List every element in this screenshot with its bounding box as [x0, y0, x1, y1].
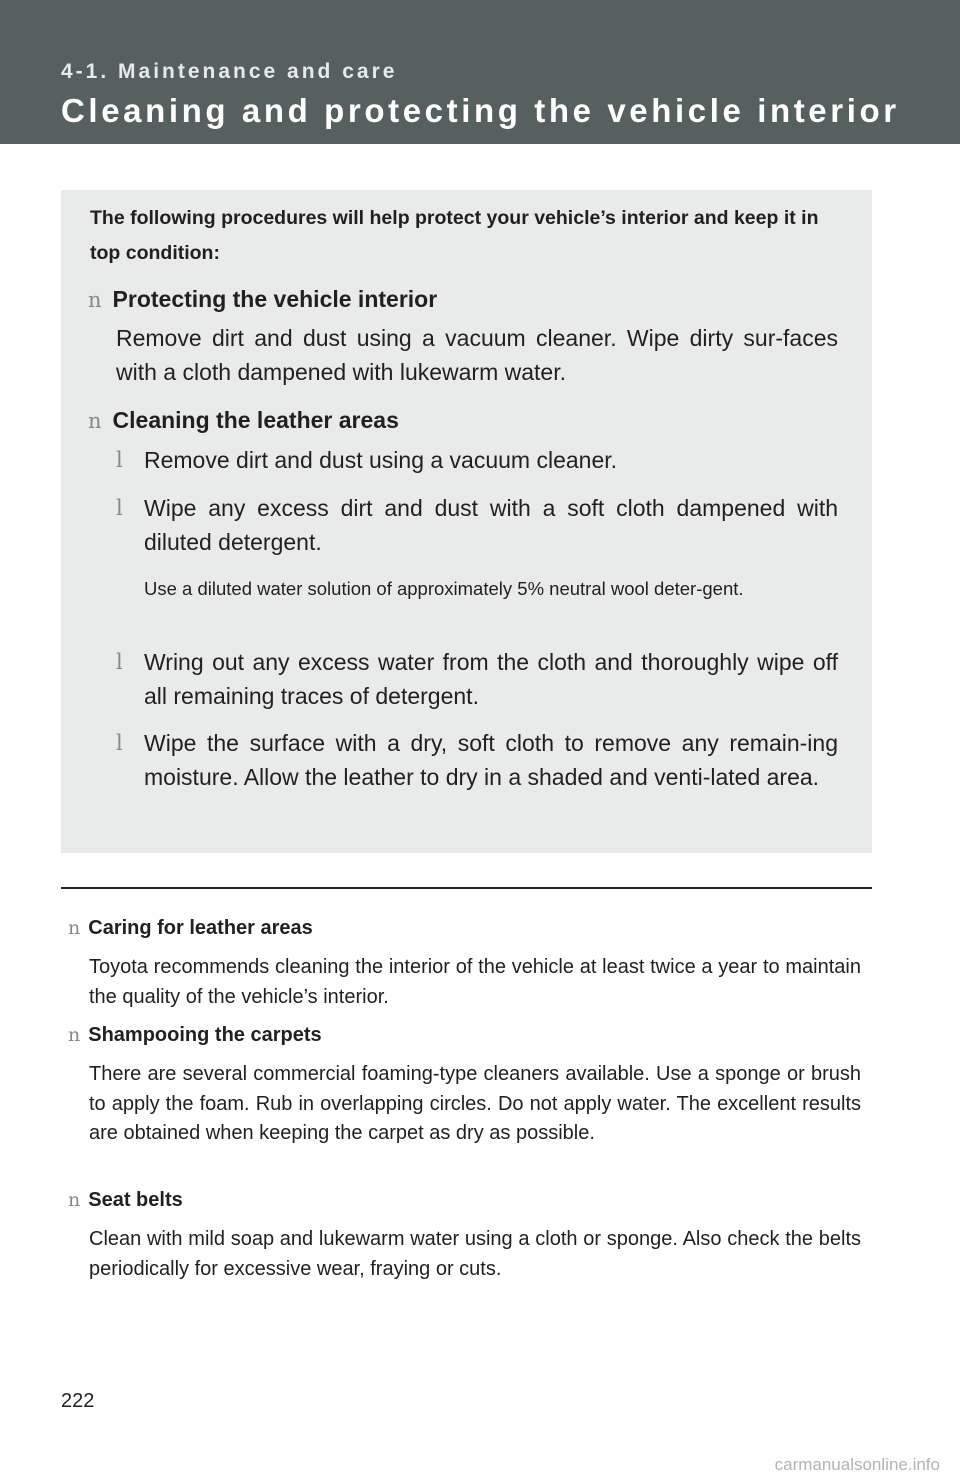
heading-seat-belts	[68, 1187, 183, 1213]
seat-belts-text: Clean with mild soap and lukewarm water using a cloth or sponge. Also check the belts periodically for excessive wear, fraying or cuts.	[89, 1228, 861, 1280]
square-bullet-icon: n	[68, 1189, 81, 1211]
section-label: 4-1. Maintenance and care	[61, 60, 398, 83]
step-text: Wring out any excess water from the cloth and thoroughly wipe off all remaining traces of detergent.	[144, 649, 838, 709]
dot-bullet-icon: l	[116, 650, 123, 674]
heading-cleaning-leather	[88, 405, 399, 436]
step-text: Wipe any excess dirt and dust with a soft cloth dampened with diluted detergent.	[144, 495, 838, 555]
square-bullet-icon: n	[88, 288, 102, 312]
heading-text: Caring for leather areas	[88, 917, 313, 939]
leather-step-4	[116, 726, 838, 794]
square-bullet-icon: n	[88, 409, 102, 433]
watermark: carmanualsonline.info	[774, 1455, 940, 1474]
caring-leather-text: Toyota recommends cleaning the interior of the vehicle at least twice a year to maintain the quality of the vehicle’s interior.	[89, 956, 861, 1008]
heading-text: Shampooing the carpets	[88, 1024, 322, 1046]
intro-text: The following procedures will help protect your vehicle’s interior and keep it in top condition:	[90, 207, 819, 264]
divider	[61, 887, 872, 889]
heading-text: Seat belts	[88, 1189, 183, 1211]
dot-bullet-icon: l	[116, 448, 123, 472]
leather-step-3	[116, 645, 838, 713]
dot-bullet-icon: l	[116, 731, 123, 755]
step-text: Remove dirt and dust using a vacuum cleaner.	[144, 447, 618, 473]
page-title: Cleaning and protecting the vehicle interior	[61, 92, 900, 129]
step-text: Wipe the surface with a dry, soft cloth to remove any remain-ing moisture. Allow the leather to dry in a shaded and venti-lated area.	[144, 730, 838, 790]
header-bar	[0, 0, 960, 144]
page-number: 222	[61, 1390, 95, 1412]
leather-step-2	[116, 491, 838, 559]
heading-shampooing-carpets	[68, 1022, 322, 1048]
leather-step-1	[116, 443, 838, 477]
heading-caring-leather	[68, 915, 313, 941]
shampooing-carpets-text: There are several commercial foaming-type cleaners available. Use a sponge or brush to apply the foam. Rub in overlapping circles. Do not apply water. The excellent results are obtained when keeping the carpet as dry as possible.	[89, 1063, 861, 1144]
heading-text: Protecting the vehicle interior	[112, 286, 438, 312]
protecting-interior-text: Remove dirt and dust using a vacuum cleaner. Wipe dirty sur-faces with a cloth dampened with lukewarm water.	[116, 325, 838, 385]
square-bullet-icon: n	[68, 917, 81, 939]
square-bullet-icon: n	[68, 1024, 81, 1046]
dot-bullet-icon: l	[116, 496, 123, 520]
leather-note: Use a diluted water solution of approximately 5% neutral wool deter-gent.	[144, 578, 744, 599]
heading-protecting-interior	[88, 284, 437, 315]
heading-text: Cleaning the leather areas	[112, 407, 399, 433]
